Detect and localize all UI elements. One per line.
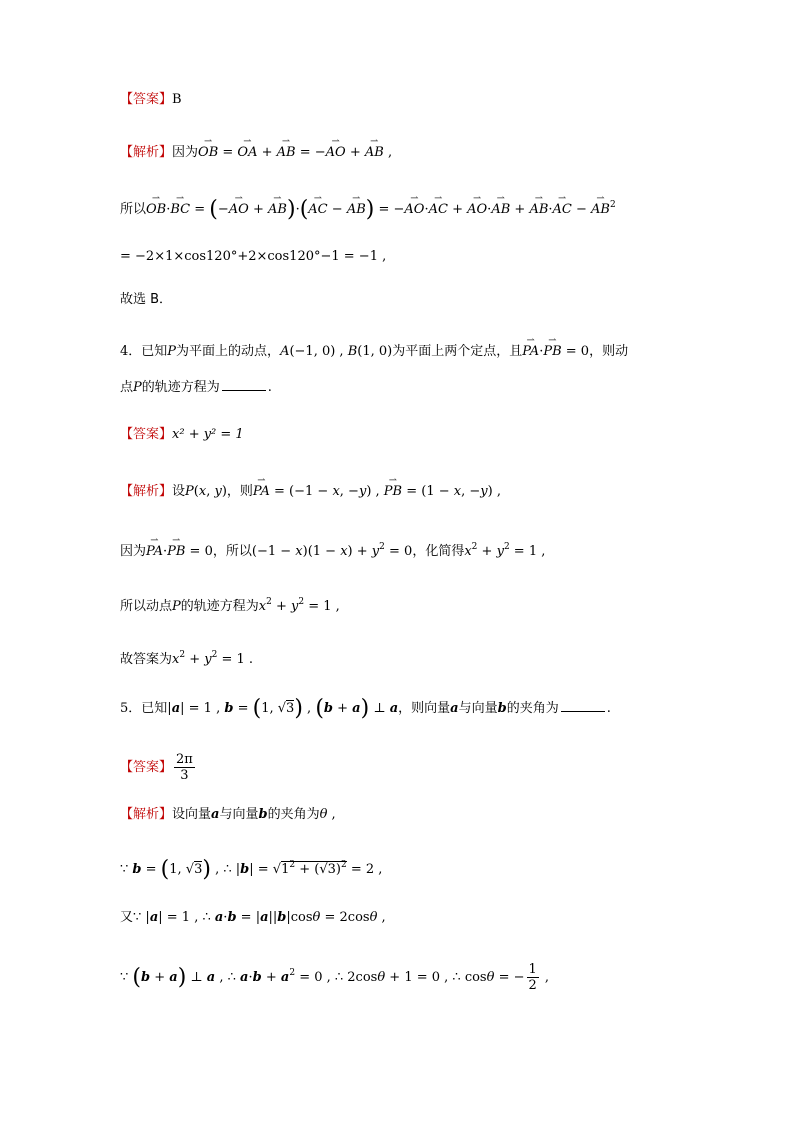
analysis-text: 又: [120, 910, 134, 925]
q4-analysis-line1: 【解析】设P(x, y)，则⇀ PA = (−1 − x, −y) , ⇀ PB = (1 − x, −y) ,: [120, 482, 501, 502]
analysis-text: 设向量: [172, 807, 212, 822]
q4-analysis-line4: 故答案为$x^2 + y^2 = 1$ .: [120, 650, 254, 667]
q4-analysis-line3: 所以动点P的轨迹方程为$x^2 + y^2 = 1$ ,: [120, 597, 340, 614]
q5-answer-line: [120, 752, 197, 783]
q4-analysis-line2: 因为⇀ PA·⇀ PB = 0，所以$(-1 - x)(1 - x) + y^2 = 0$，化简得$x^2 + y^2 = 1$ ,: [120, 537, 545, 562]
q5-stem: 5．已知|a| = 1 , b = (1, √3) , (b + a) ⊥ a，则向量a与向量b的夹角为 .: [120, 696, 611, 721]
q5-analysis-line1: 【解析】设向量a与向量b的夹角为θ ,: [120, 807, 336, 822]
stem-text: 已知: [141, 344, 168, 359]
q3-analysis-line1: 【解析】因为⇀ OB = ⇀ OA + ⇀ AB = −⇀ AO + ⇀ AB ,: [120, 143, 392, 163]
stem-text: 与向量: [458, 701, 498, 716]
stem-text: 为平面上的动点，: [176, 344, 281, 359]
stem-text: 的轨迹方程为: [141, 380, 220, 395]
stem-text: 为平面上两个定点，且: [392, 344, 523, 359]
analysis-text: ，所以: [212, 544, 252, 559]
analysis-text: 因为: [120, 544, 147, 559]
stem-text: 已知: [141, 701, 168, 716]
analysis-text: 故答案为: [120, 652, 173, 667]
analysis-label: 【解析】: [120, 484, 173, 499]
question-number: 4．: [120, 344, 142, 359]
q3-answer-value: B: [172, 92, 182, 107]
analysis-text: 与向量: [219, 807, 259, 822]
q3-analysis-line3: = −2×1×cos120°+2×cos120°−1 = −1 ,: [120, 249, 387, 264]
stem-text: ，则向量: [398, 701, 451, 716]
q3-analysis-line2: 所以⇀ OB·⇀ BC = (−⇀ AO + ⇀ AB)·(⇀ AC − ⇀ AB) = −⇀ AO·⇀ AC + ⇀ AO·⇀ AB + ⇀ AB·⇀ AC − ⇀ $AB^2$: [120, 195, 616, 220]
answer-label: 【答案】: [120, 760, 173, 775]
q5-analysis-line2: ∵ b = (1, √3) , ∴ $|b| = √1^2 + (√3)^2 = 2$ ,: [120, 857, 383, 882]
analysis-text: 的夹角为: [267, 807, 320, 822]
stem-text: ，则动: [589, 344, 629, 359]
analysis-text: 的轨迹方程为: [180, 599, 259, 614]
fraction-denominator: 3: [180, 768, 189, 783]
analysis-text: ，则: [226, 484, 253, 499]
q4-stem-line2: 点P的轨迹方程为 .: [120, 380, 272, 395]
analysis-text: 设: [172, 484, 186, 499]
answer-label: 【答案】: [120, 92, 173, 107]
fraction-numerator: 2π: [176, 752, 193, 767]
analysis-label: 【解析】: [120, 145, 173, 160]
analysis-text: ，化简得: [412, 544, 465, 559]
stem-text: 点: [120, 380, 134, 395]
stem-text: 的夹角为: [506, 701, 559, 716]
q5-analysis-line4: ∵ (b + a) ⊥ a , ∴ $a\cdot b + a^2 = 0$ , ∴ 2cosθ + 1 = 0 , ∴ cosθ = − $\frac{1}{2}$ ,: [120, 962, 550, 993]
answer-blank: [222, 378, 266, 391]
answer-label: 【答案】: [120, 427, 173, 442]
q4-stem-line1: 4．已知P为平面上的动点，A(−1, 0) , B(1, 0)为平面上两个定点，且⇀ PA·⇀ PB = 0，则动: [120, 342, 628, 362]
q5-analysis-line3: 又∵ |a| = 1 , ∴ a·b = |a||b|cosθ = 2cosθ ,: [120, 910, 386, 925]
analysis-text: 因为: [172, 145, 199, 160]
analysis-text: 所以动点: [120, 599, 173, 614]
q4-answer-line: [120, 425, 244, 445]
question-number: 5．: [120, 701, 142, 716]
q3-answer-line: [120, 90, 182, 110]
answer-blank: [561, 699, 605, 712]
analysis-text: 所以: [120, 202, 147, 217]
analysis-label: 【解析】: [120, 807, 173, 822]
q4-answer-value: x² + y² = 1: [172, 427, 244, 442]
q5-answer-fraction: [174, 752, 195, 783]
q3-conclusion: 故选 B．: [120, 292, 173, 307]
